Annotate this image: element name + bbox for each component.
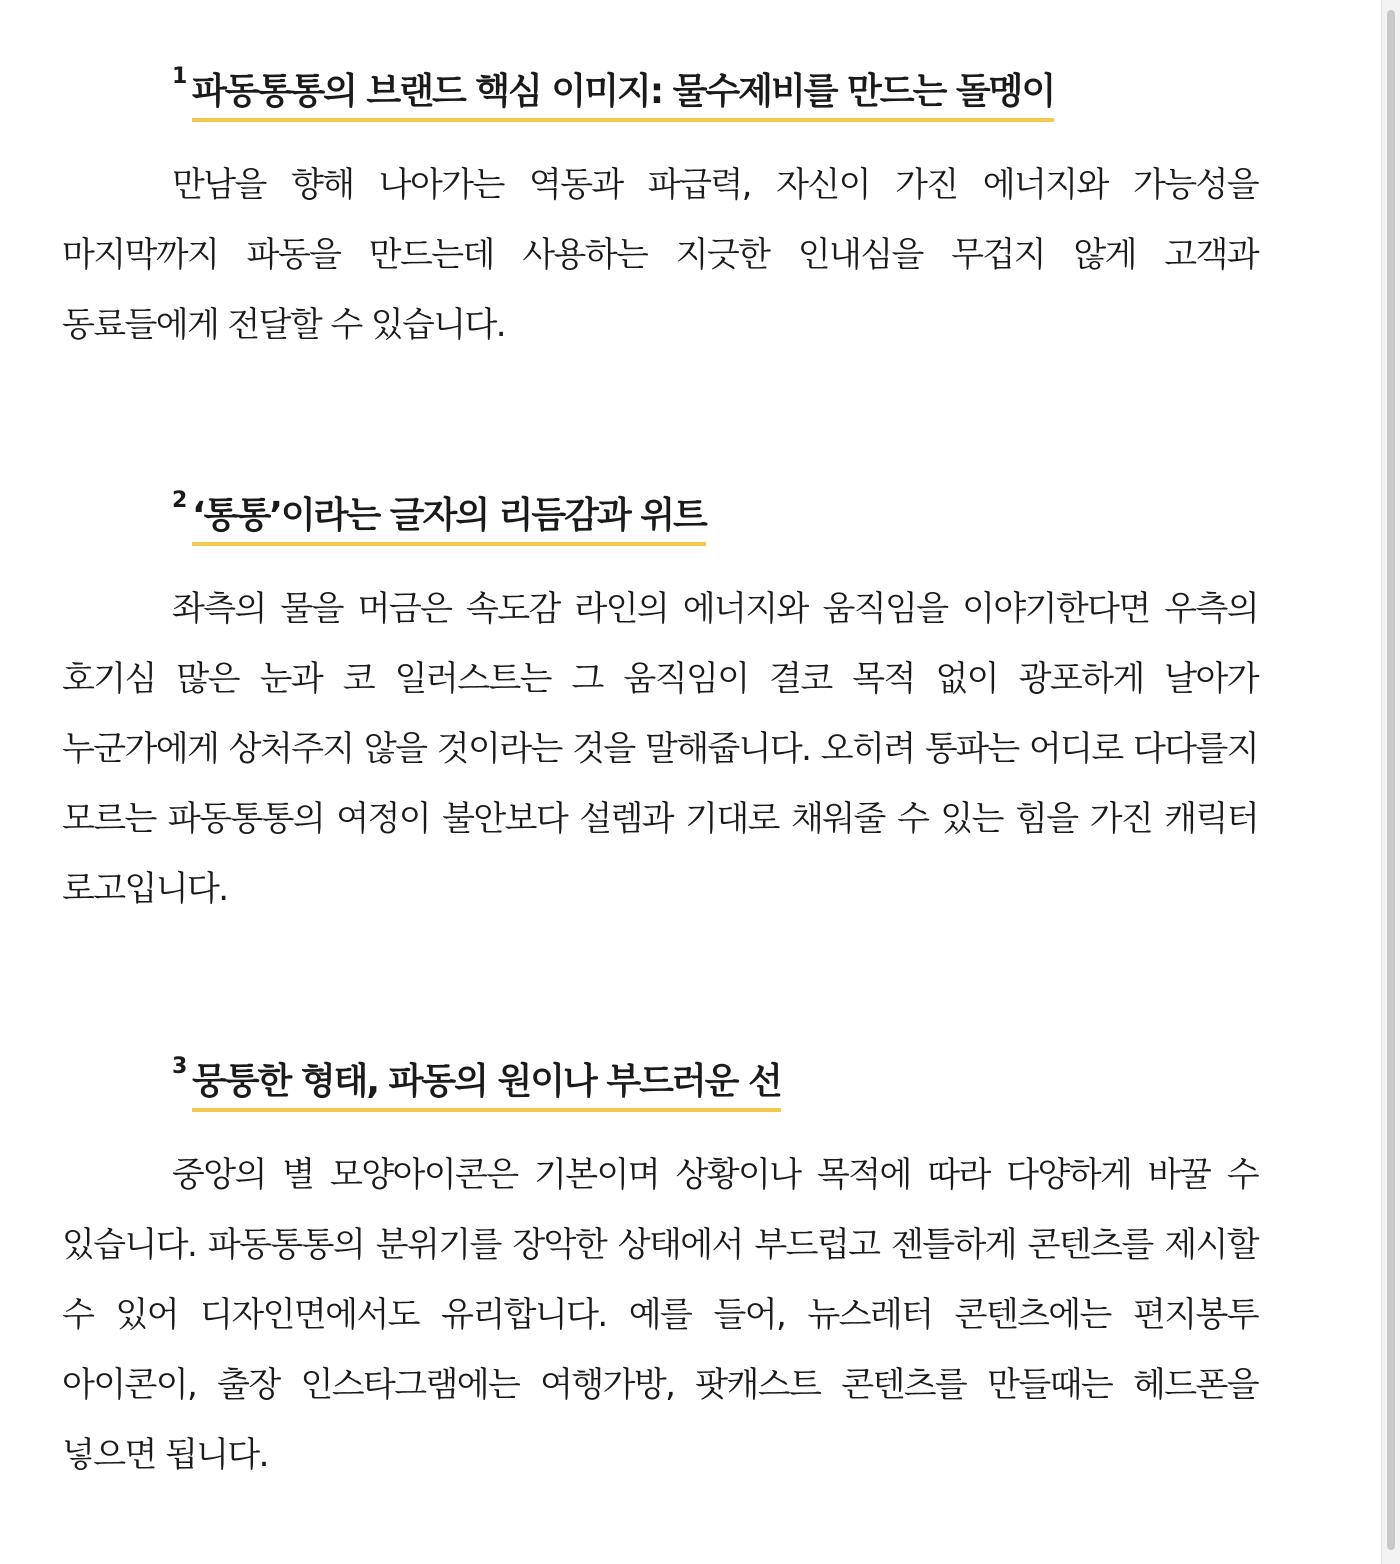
- section-number: 1: [172, 64, 187, 89]
- section-heading: [172, 488, 706, 546]
- section-number: 3: [172, 1054, 187, 1079]
- section-title: 파동통통의 브랜드 핵심 이미지: 물수제비를 만드는 돌멩이: [192, 70, 1054, 122]
- vertical-scrollbar[interactable]: [1381, 0, 1400, 1564]
- section-number: 2: [172, 488, 187, 513]
- section-body: 만남을 향해 나아가는 역동과 파급력, 자신이 가진 에너지와 가능성을 마지막까지 파동을 만드는데 사용하는 지긋한 인내심을 무겁지 않게 고객과 동료들에게 전달할 수 있습니다.: [62, 165, 1258, 345]
- section-body: 중앙의 별 모양아이콘은 기본이며 상황이나 목적에 따라 다양하게 바꿀 수 있습니다. 파동통통의 분위기를 장악한 상태에서 부드럽고 젠틀하게 콘텐츠를 제시할 수 있어 디자인면에서도 유리합니다. 예를 들어, 뉴스레터 콘텐츠에는 편지봉투 아이콘이, 출장 인스타그램에는 여행가방, 팟캐스트 콘텐츠를 만들때는 헤드폰을 넣으면 됩니다.: [62, 1155, 1258, 1475]
- section-body: 좌측의 물을 머금은 속도감 라인의 에너지와 움직임을 이야기한다면 우측의 호기심 많은 눈과 코 일러스트는 그 움직임이 결코 목적 없이 광포하게 날아가 누군가에게 상처주지 않을 것이라는 것을 말해줍니다. 오히려 통파는 어디로 다다를지 모르는 파동통통의 여정이 불안보다 설렘과 기대로 채워줄 수 있는 힘을 가진 캐릭터 로고입니다.: [62, 589, 1258, 909]
- section-3: [62, 1054, 1258, 1524]
- scrollbar-thumb[interactable]: [1387, 10, 1395, 1550]
- section-2: [62, 488, 1258, 958]
- section-heading: [172, 64, 1055, 122]
- section-title: 뭉퉁한 형태, 파동의 원이나 부드러운 선: [192, 1060, 781, 1112]
- section-title: ‘통통’이라는 글자의 리듬감과 위트: [192, 494, 706, 546]
- section-1: [62, 64, 1258, 394]
- section-heading: [172, 1054, 781, 1112]
